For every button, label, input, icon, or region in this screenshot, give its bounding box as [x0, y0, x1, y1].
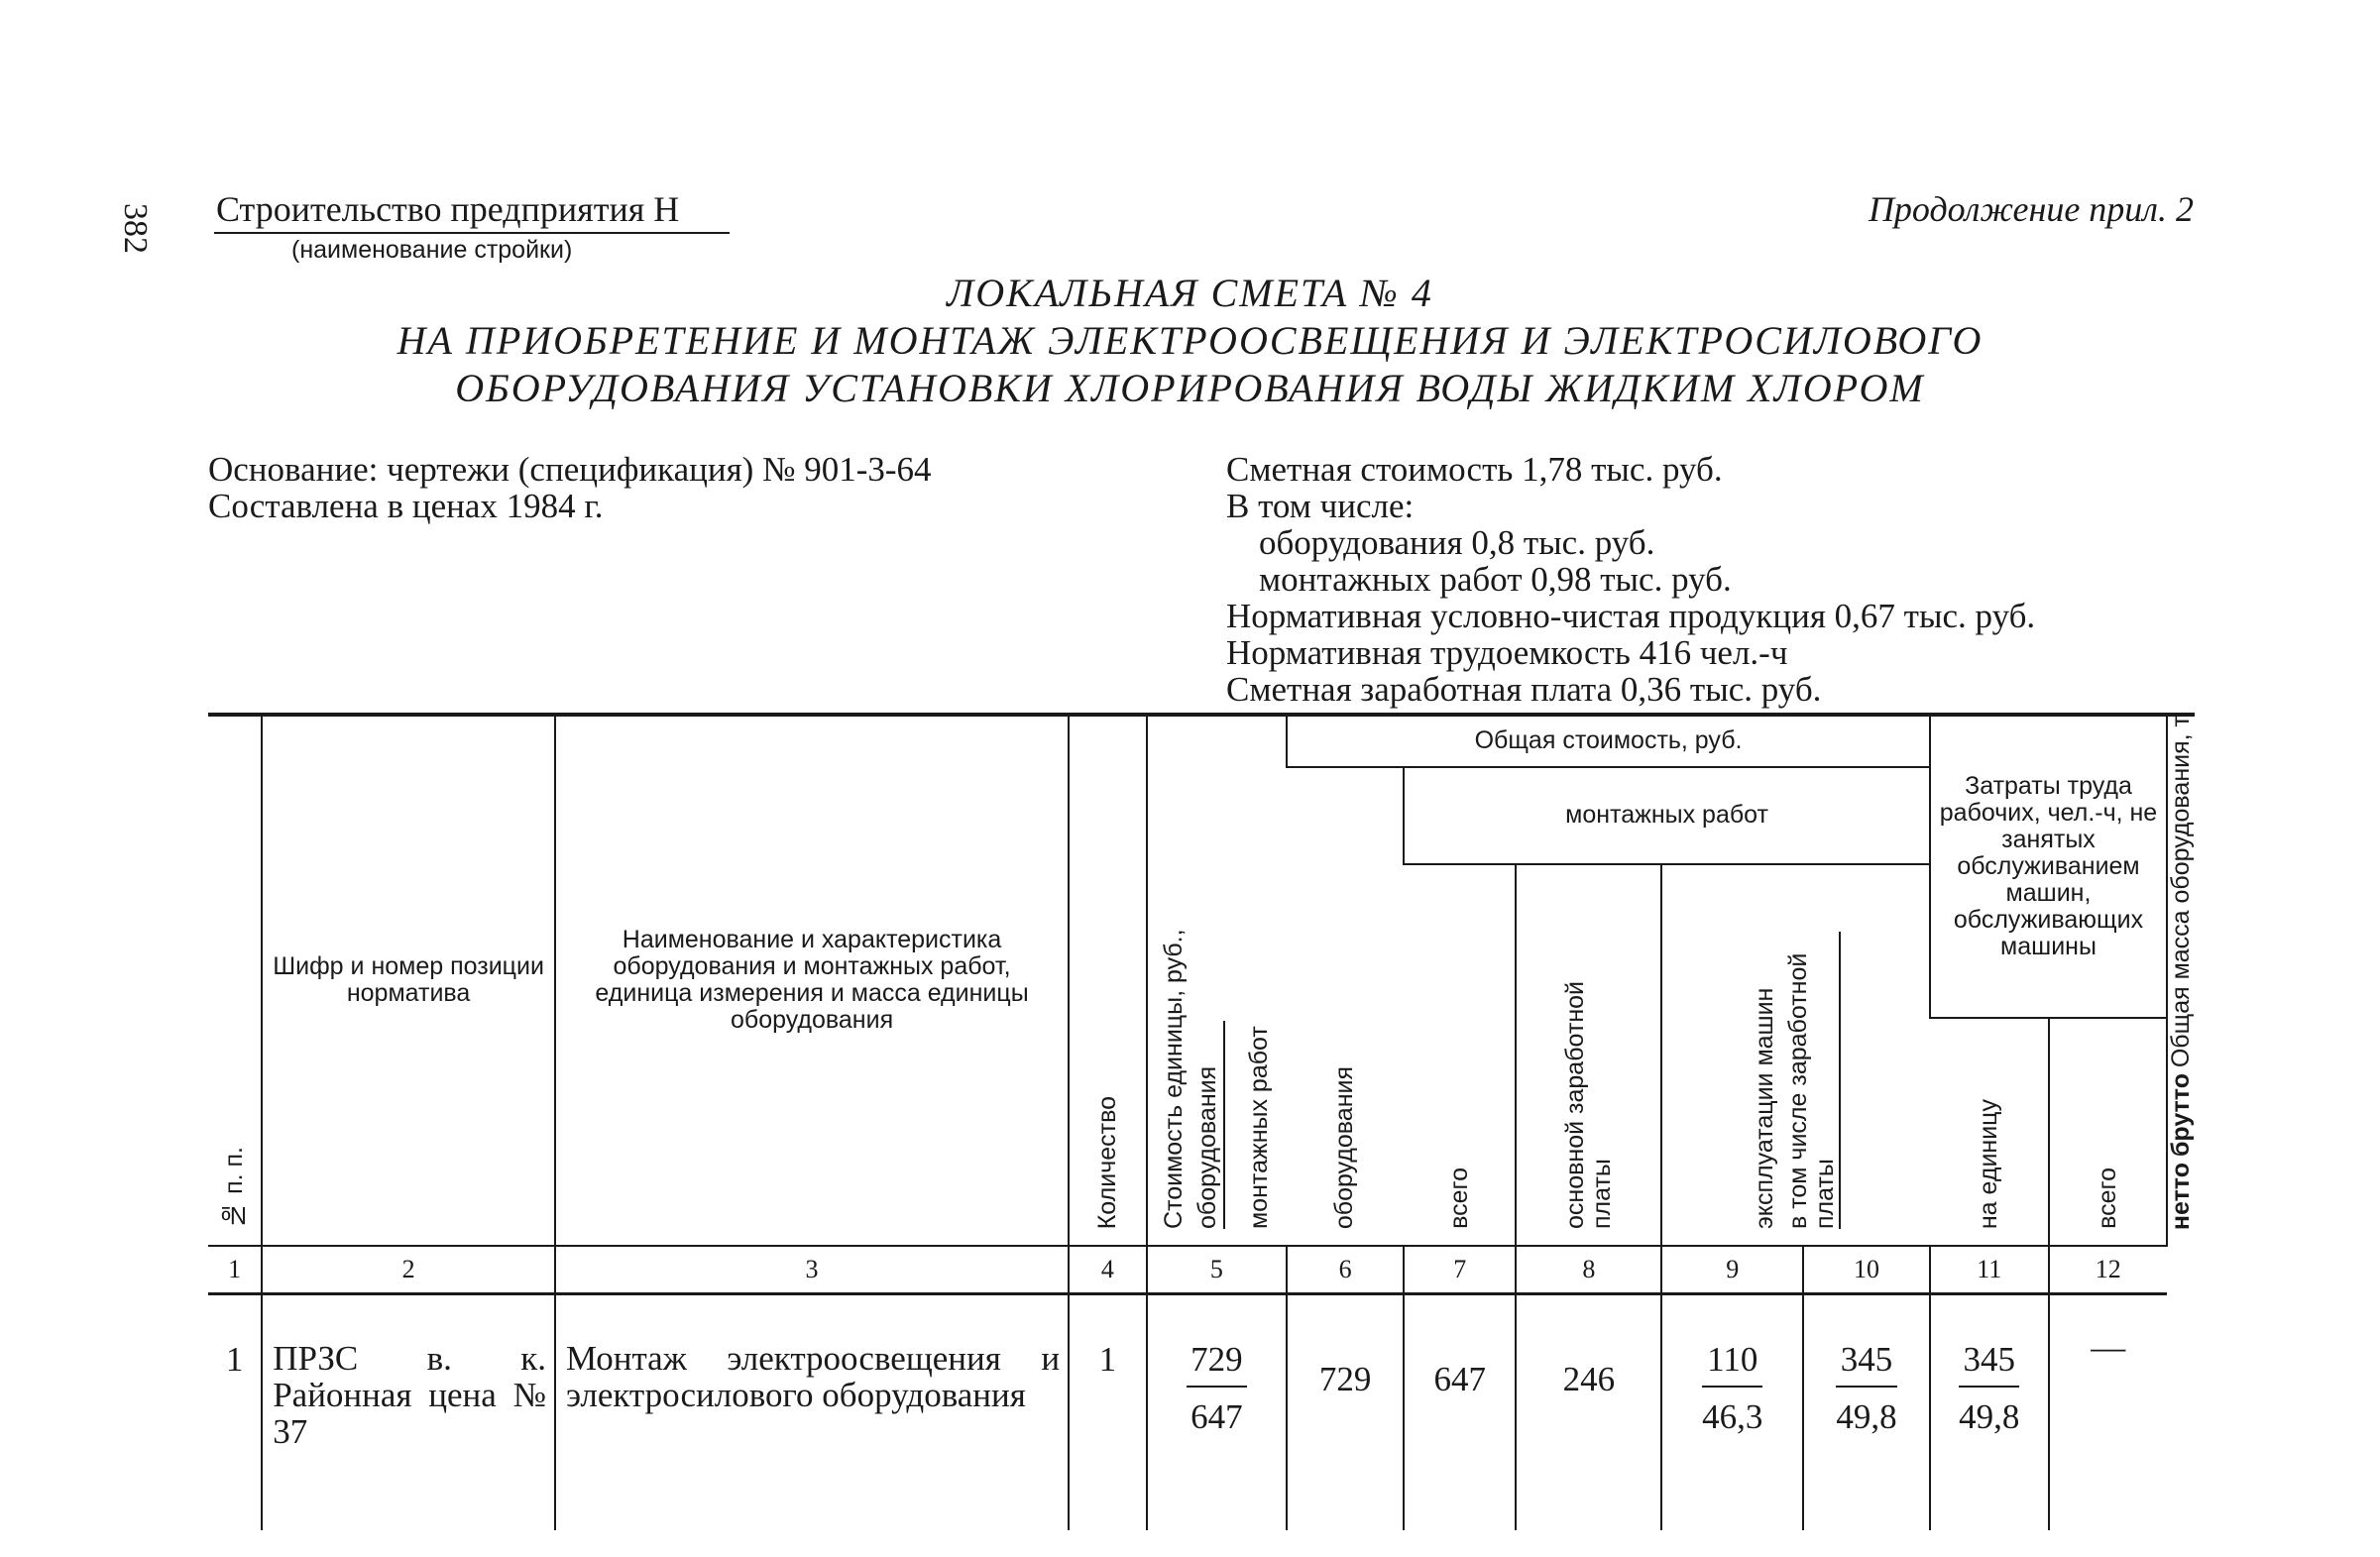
row-name: Монтаж электроосвещения и электросилового оборудования: [555, 1322, 1069, 1530]
header-mass-gross: брутто: [2167, 1073, 2195, 1158]
row-unit-equip: 729: [1187, 1340, 1247, 1388]
colnum-1: 1: [208, 1246, 262, 1294]
header-name-label: Наименование и характеристика оборудования и монтажных работ, единица измерения и масса единицы оборудования: [595, 926, 1029, 1035]
colnum-7: 7: [1404, 1246, 1516, 1294]
header-total-cost-label: Общая стоимость, руб.: [1474, 726, 1743, 754]
summary-line-2: В том числе:: [1226, 487, 1415, 525]
header-num-label: № п. п.: [220, 1147, 249, 1230]
header-unit-cost-equip: оборудования: [1194, 1021, 1225, 1229]
row-unit-cost: [1147, 1322, 1288, 1530]
header-qty-label: Количество: [1092, 1096, 1121, 1230]
colnum-3: 3: [555, 1246, 1069, 1294]
summary-line-3: оборудования 0,8 тыс. руб.: [1259, 523, 1655, 562]
estimate-table: [208, 716, 2195, 1530]
header-per-unit-label: на единицу: [1974, 1099, 2002, 1230]
colnum-10: 10: [1803, 1246, 1930, 1294]
row-per-unit-bot: 49,8: [1836, 1396, 1897, 1436]
row-labor-total-frac: [1959, 1340, 2019, 1437]
row-machine-op-top: 110: [1702, 1340, 1762, 1388]
row-unit-install: 647: [1190, 1396, 1243, 1436]
header-mass-label: Общая масса оборудования, т: [2167, 716, 2195, 1068]
colnum-11: 11: [1930, 1246, 2049, 1294]
header-num: [208, 716, 262, 1246]
header-unit-cost-label: Стоимость единицы, руб.,: [1159, 929, 1188, 1230]
header-qty: [1069, 716, 1146, 1246]
row-labor-total: [1930, 1322, 2049, 1530]
continuation-label: Продолжение прил. 2: [1868, 189, 2194, 229]
header-labor-label: Затраты труда рабочих, чел.-ч, не занятых обслуживанием машин, обслуживающих машины: [1939, 771, 2158, 960]
basis-line-1: Основание: чертежи (спецификация) № 901-3-64: [208, 450, 932, 489]
page-number: 382: [117, 203, 154, 254]
row-mass: —: [2049, 1322, 2167, 1530]
header-machine-op: [1661, 864, 1930, 1247]
table-row: [208, 1322, 2195, 1530]
colnum-8: 8: [1516, 1246, 1661, 1294]
row-per-unit: [1803, 1322, 1930, 1530]
colnum-12: 12: [2049, 1246, 2167, 1294]
header-base-salary: [1516, 864, 1661, 1247]
row-labor-total-bot: 49,8: [1959, 1396, 2020, 1436]
row-total: 647: [1404, 1322, 1516, 1530]
colnum-5: 5: [1147, 1246, 1288, 1294]
header-machine-op-sub: в том числе заработной платы: [1785, 932, 1841, 1229]
header-labor: [1930, 716, 2167, 1018]
header-unit-cost-install: монтажных работ: [1244, 1026, 1273, 1230]
header-install-works: [1404, 767, 1930, 864]
header-equipment: [1287, 767, 1404, 1246]
summary-line-7: Сметная заработная плата 0,36 тыс. руб.: [1226, 670, 1822, 709]
row-code: ПРЗС в. к. Районная цена № 37: [262, 1322, 555, 1530]
header-equipment-label: оборудования: [1330, 1066, 1359, 1230]
colnum-4: 4: [1069, 1246, 1146, 1294]
header-machine-op-label: эксплуатации машин: [1750, 987, 1778, 1230]
summary-line-4: монтажных работ 0,98 тыс. руб.: [1259, 560, 1732, 599]
row-base-salary: 246: [1516, 1322, 1661, 1530]
summary-line-5: Нормативная условно-чистая продукция 0,67 тыс. руб.: [1226, 597, 2036, 635]
header-per-unit: [1930, 1018, 2049, 1246]
construction-underline: [214, 232, 730, 234]
construction-label: Строительство предприятия Н: [216, 189, 680, 229]
header-base-salary-label: основной заработной платы: [1560, 981, 1616, 1230]
header-unit-cost: [1147, 716, 1288, 1246]
construction-sublabel: (наименование стройки): [291, 236, 573, 264]
title-line-1: ЛОКАЛЬНАЯ СМЕТА № 4: [947, 271, 1433, 315]
row-machine-op-salary: 46,3: [1702, 1396, 1763, 1436]
row-num: 1: [225, 1339, 244, 1379]
header-total-cost: [1287, 716, 1930, 767]
header-total: [1404, 864, 1516, 1247]
row-machine-op: [1661, 1322, 1803, 1530]
colnum-2: 2: [262, 1246, 555, 1294]
summary-line-1: Сметная стоимость 1,78 тыс. руб.: [1226, 450, 1723, 489]
header-code: [262, 716, 555, 1246]
column-number-row: [208, 1246, 2195, 1294]
header-labor-total-label: всего: [2093, 1168, 2121, 1230]
basis-line-2: Составлена в ценах 1984 г.: [208, 487, 604, 525]
header-name: [555, 716, 1069, 1246]
colnum-6: 6: [1287, 1246, 1404, 1294]
row-labor-total-top: 345: [1959, 1340, 2019, 1388]
row-equipment: 729: [1287, 1322, 1404, 1530]
row-qty: 1: [1069, 1322, 1146, 1530]
row-machine-op-frac: [1702, 1340, 1762, 1437]
header-mass: [2167, 716, 2195, 1246]
title-line-3: ОБОРУДОВАНИЯ УСТАНОВКИ ХЛОРИРОВАНИЯ ВОДЫ ЖИДКИМ ХЛОРОМ: [455, 366, 1925, 410]
summary-line-6: Нормативная трудоемкость 416 чел.-ч: [1226, 633, 1788, 672]
header-mass-net: нетто: [2167, 1163, 2195, 1231]
header-labor-total: [2049, 1018, 2167, 1246]
row-per-unit-top: 345: [1836, 1340, 1896, 1388]
row-per-unit-frac: [1836, 1340, 1896, 1437]
colnum-9: 9: [1661, 1246, 1803, 1294]
header-install-works-label: монтажных работ: [1565, 801, 1768, 830]
header-total-label: всего: [1444, 1168, 1473, 1230]
title-line-2: НА ПРИОБРЕТЕНИЕ И МОНТАЖ ЭЛЕКТРООСВЕЩЕНИЯ И ЭЛЕКТРОСИЛОВОГО: [397, 318, 1983, 363]
row-unit-cost-frac: [1187, 1340, 1247, 1437]
header-code-label: Шифр и номер позиции норматива: [273, 952, 544, 1008]
